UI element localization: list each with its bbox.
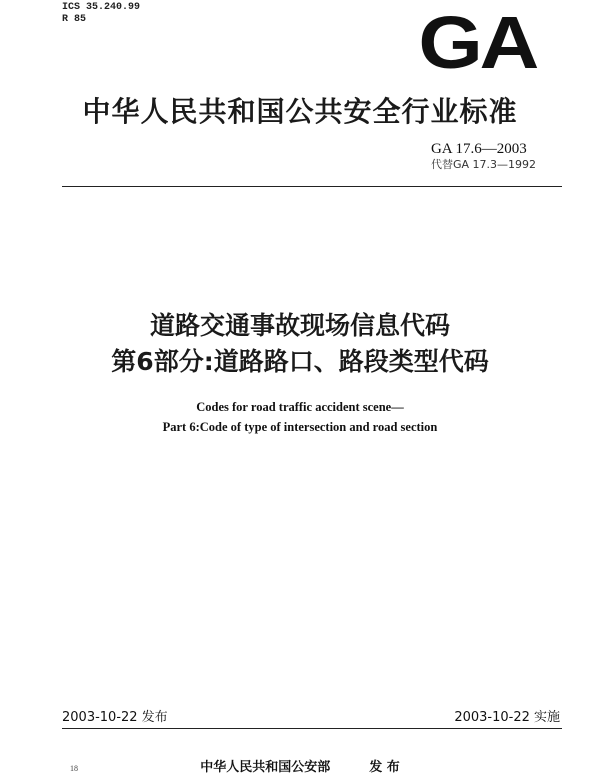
implementation-date: 2003-10-22 实施	[454, 710, 560, 725]
standard-title: 中华人民共和国公共安全行业标准	[82, 95, 518, 128]
category-code: R 85	[62, 14, 87, 25]
top-divider	[62, 186, 562, 187]
ga-logo: GA	[418, 1, 536, 84]
publisher-line	[0, 756, 600, 775]
issue-date: 2003-10-22 发布	[62, 710, 168, 725]
classification-block	[62, 2, 140, 26]
standard-code-block	[431, 140, 536, 172]
english-title-line2: Part 6:Code of type of intersection and road section	[162, 420, 438, 434]
page-number: 18	[70, 764, 78, 773]
ics-code: ICS 35.240.99	[62, 2, 141, 13]
publisher-action: 发 布	[369, 760, 400, 775]
replaces-note: 代替GA 17.3—1992	[430, 158, 536, 171]
bottom-divider	[62, 728, 562, 729]
publisher-name: 中华人民共和国公安部	[200, 760, 331, 775]
document-title-line2: 第6部分:道路路口、路段类型代码	[111, 347, 489, 376]
standard-number: GA 17.6—2003	[430, 141, 527, 157]
english-title-line1: Codes for road traffic accident scene—	[196, 400, 404, 414]
document-title-line1: 道路交通事故现场信息代码	[149, 311, 450, 340]
